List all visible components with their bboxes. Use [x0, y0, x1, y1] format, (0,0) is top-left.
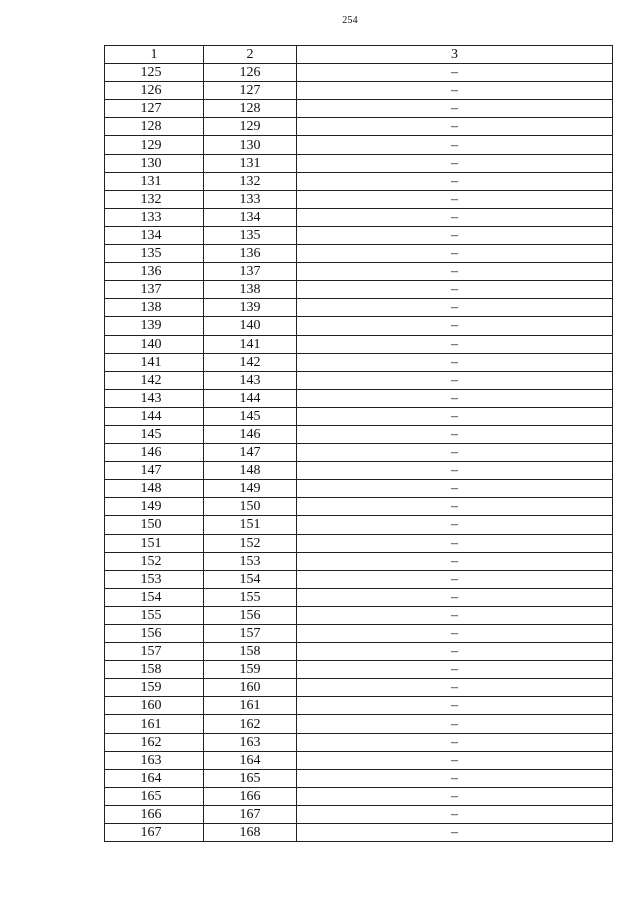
table-row: [105, 570, 613, 588]
table-cell-col-3: –: [297, 588, 613, 606]
table-cell-col-1: 141: [105, 353, 204, 371]
table-cell-col-1: 138: [105, 299, 204, 317]
table-cell-col-2: 165: [204, 769, 297, 787]
table-cell-col-2: 145: [204, 407, 297, 425]
table-cell-col-3: –: [297, 82, 613, 100]
table-cell-col-3: –: [297, 751, 613, 769]
table-row: [105, 82, 613, 100]
table-cell-col-1: 134: [105, 226, 204, 244]
table-cell-col-1: 163: [105, 751, 204, 769]
table-cell-col-3: –: [297, 425, 613, 443]
table-row: [105, 371, 613, 389]
table-row: [105, 498, 613, 516]
table-cell-col-1: 165: [105, 787, 204, 805]
table-cell-col-1: 156: [105, 625, 204, 643]
table-cell-col-3: –: [297, 516, 613, 534]
table-cell-col-1: 159: [105, 679, 204, 697]
table-cell-col-3: –: [297, 661, 613, 679]
table-cell-col-2: 130: [204, 136, 297, 154]
table-cell-col-1: 128: [105, 118, 204, 136]
table-header-row: [105, 46, 613, 64]
table-cell-col-3: –: [297, 136, 613, 154]
table-cell-col-2: 129: [204, 118, 297, 136]
table-row: [105, 64, 613, 82]
table-body: [105, 64, 613, 842]
table-cell-col-2: 146: [204, 425, 297, 443]
table-cell-col-2: 134: [204, 208, 297, 226]
table-cell-col-3: –: [297, 715, 613, 733]
table-cell-col-1: 166: [105, 805, 204, 823]
table-cell-col-3: –: [297, 245, 613, 263]
table-cell-col-1: 154: [105, 588, 204, 606]
table-cell-col-2: 164: [204, 751, 297, 769]
table-cell-col-2: 157: [204, 625, 297, 643]
table-cell-col-1: 162: [105, 733, 204, 751]
table-cell-col-3: –: [297, 154, 613, 172]
table-row: [105, 226, 613, 244]
table-cell-col-2: 147: [204, 444, 297, 462]
table-cell-col-1: 127: [105, 100, 204, 118]
table-cell-col-2: 160: [204, 679, 297, 697]
table-cell-col-2: 149: [204, 480, 297, 498]
table-cell-col-3: –: [297, 805, 613, 823]
data-table: [104, 45, 613, 842]
table-cell-col-3: –: [297, 769, 613, 787]
table-cell-col-3: –: [297, 281, 613, 299]
table-cell-col-3: –: [297, 498, 613, 516]
table-cell-col-3: –: [297, 353, 613, 371]
table-row: [105, 172, 613, 190]
table-cell-col-2: 126: [204, 64, 297, 82]
table-cell-col-1: 153: [105, 570, 204, 588]
table-cell-col-1: 126: [105, 82, 204, 100]
table-row: [105, 588, 613, 606]
table-cell-col-2: 141: [204, 335, 297, 353]
table-row: [105, 824, 613, 842]
table-cell-col-3: –: [297, 679, 613, 697]
table-cell-col-1: 135: [105, 245, 204, 263]
table-cell-col-1: 160: [105, 697, 204, 715]
table-cell-col-1: 148: [105, 480, 204, 498]
table-cell-col-1: 151: [105, 534, 204, 552]
table-cell-col-3: –: [297, 299, 613, 317]
table-cell-col-2: 137: [204, 263, 297, 281]
table-cell-col-3: –: [297, 335, 613, 353]
table-cell-col-2: 138: [204, 281, 297, 299]
table-cell-col-2: 151: [204, 516, 297, 534]
table-cell-col-3: –: [297, 733, 613, 751]
table-row: [105, 353, 613, 371]
table-cell-col-2: 163: [204, 733, 297, 751]
table-row: [105, 407, 613, 425]
table-cell-col-3: –: [297, 824, 613, 842]
table-cell-col-3: –: [297, 643, 613, 661]
table-cell-col-2: 139: [204, 299, 297, 317]
table-row: [105, 299, 613, 317]
table-cell-col-1: 147: [105, 462, 204, 480]
table-cell-col-3: –: [297, 190, 613, 208]
table-cell-col-2: 127: [204, 82, 297, 100]
table-cell-col-3: –: [297, 407, 613, 425]
table-cell-col-1: 152: [105, 552, 204, 570]
table-row: [105, 190, 613, 208]
table-cell-col-1: 158: [105, 661, 204, 679]
table-row: [105, 697, 613, 715]
table-cell-col-1: 129: [105, 136, 204, 154]
column-header-2: 2: [204, 46, 297, 64]
table-cell-col-2: 162: [204, 715, 297, 733]
table-cell-col-2: 144: [204, 389, 297, 407]
table-cell-col-1: 161: [105, 715, 204, 733]
table-cell-col-2: 142: [204, 353, 297, 371]
table-cell-col-2: 152: [204, 534, 297, 552]
table-cell-col-3: –: [297, 172, 613, 190]
table-row: [105, 679, 613, 697]
table-cell-col-1: 164: [105, 769, 204, 787]
table-cell-col-1: 155: [105, 606, 204, 624]
table-cell-col-3: –: [297, 697, 613, 715]
table-cell-col-1: 140: [105, 335, 204, 353]
table-cell-col-2: 136: [204, 245, 297, 263]
table-cell-col-2: 159: [204, 661, 297, 679]
table-cell-col-3: –: [297, 606, 613, 624]
table-cell-col-3: –: [297, 317, 613, 335]
table-row: [105, 281, 613, 299]
table-cell-col-3: –: [297, 64, 613, 82]
table-row: [105, 462, 613, 480]
table-row: [105, 154, 613, 172]
table-cell-col-3: –: [297, 226, 613, 244]
table-row: [105, 245, 613, 263]
table-cell-col-1: 142: [105, 371, 204, 389]
table-cell-col-3: –: [297, 480, 613, 498]
page-number: 254: [342, 15, 358, 26]
table-cell-col-2: 140: [204, 317, 297, 335]
table-row: [105, 335, 613, 353]
table-cell-col-1: 144: [105, 407, 204, 425]
table-cell-col-1: 125: [105, 64, 204, 82]
table-cell-col-1: 131: [105, 172, 204, 190]
table-cell-col-1: 139: [105, 317, 204, 335]
table-row: [105, 389, 613, 407]
table-cell-col-2: 148: [204, 462, 297, 480]
table-row: [105, 661, 613, 679]
table-cell-col-3: –: [297, 625, 613, 643]
table-cell-col-1: 143: [105, 389, 204, 407]
table-cell-col-3: –: [297, 263, 613, 281]
table-cell-col-1: 145: [105, 425, 204, 443]
table-cell-col-2: 161: [204, 697, 297, 715]
table-cell-col-3: –: [297, 787, 613, 805]
table-cell-col-1: 132: [105, 190, 204, 208]
table-row: [105, 715, 613, 733]
table-row: [105, 769, 613, 787]
table-cell-col-2: 153: [204, 552, 297, 570]
table-cell-col-3: –: [297, 462, 613, 480]
table-row: [105, 606, 613, 624]
table-cell-col-1: 150: [105, 516, 204, 534]
table-cell-col-1: 157: [105, 643, 204, 661]
table-cell-col-3: –: [297, 371, 613, 389]
table-row: [105, 480, 613, 498]
table-cell-col-1: 137: [105, 281, 204, 299]
table-cell-col-2: 166: [204, 787, 297, 805]
table-row: [105, 643, 613, 661]
table-cell-col-2: 128: [204, 100, 297, 118]
table-row: [105, 118, 613, 136]
table-cell-col-3: –: [297, 389, 613, 407]
table-row: [105, 805, 613, 823]
table-cell-col-2: 132: [204, 172, 297, 190]
table-cell-col-3: –: [297, 118, 613, 136]
table-row: [105, 733, 613, 751]
table-row: [105, 317, 613, 335]
table-row: [105, 444, 613, 462]
table-cell-col-3: –: [297, 208, 613, 226]
column-header-1: 1: [105, 46, 204, 64]
table-cell-col-1: 149: [105, 498, 204, 516]
column-header-3: 3: [297, 46, 613, 64]
table-row: [105, 625, 613, 643]
table-cell-col-2: 143: [204, 371, 297, 389]
table-row: [105, 100, 613, 118]
table-row: [105, 534, 613, 552]
table-cell-col-2: 131: [204, 154, 297, 172]
table-cell-col-2: 168: [204, 824, 297, 842]
table-row: [105, 787, 613, 805]
table-cell-col-3: –: [297, 552, 613, 570]
table-cell-col-2: 150: [204, 498, 297, 516]
table-row: [105, 516, 613, 534]
table-row: [105, 136, 613, 154]
table-cell-col-2: 156: [204, 606, 297, 624]
table-cell-col-2: 167: [204, 805, 297, 823]
table-cell-col-2: 135: [204, 226, 297, 244]
table-cell-col-2: 133: [204, 190, 297, 208]
table-cell-col-2: 155: [204, 588, 297, 606]
table-row: [105, 751, 613, 769]
table-cell-col-3: –: [297, 100, 613, 118]
table-cell-col-1: 130: [105, 154, 204, 172]
table-cell-col-2: 154: [204, 570, 297, 588]
table-row: [105, 552, 613, 570]
table-cell-col-1: 136: [105, 263, 204, 281]
table-cell-col-1: 133: [105, 208, 204, 226]
table-cell-col-2: 158: [204, 643, 297, 661]
table-cell-col-3: –: [297, 534, 613, 552]
table-cell-col-1: 167: [105, 824, 204, 842]
table-row: [105, 263, 613, 281]
table-cell-col-3: –: [297, 444, 613, 462]
table-cell-col-3: –: [297, 570, 613, 588]
table-row: [105, 208, 613, 226]
table-cell-col-1: 146: [105, 444, 204, 462]
table-row: [105, 425, 613, 443]
